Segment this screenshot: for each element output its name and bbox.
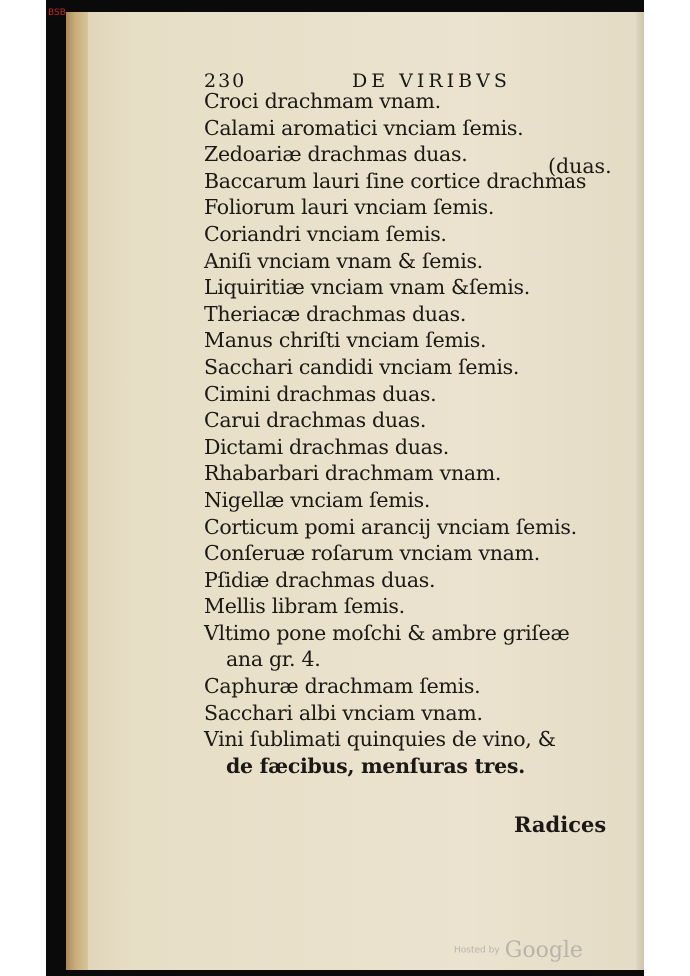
text-line: Pſidiæ drachmas duas.	[204, 567, 436, 592]
text-line: Calami aromatici vnciam ſemis.	[204, 115, 524, 140]
page-edge	[636, 12, 644, 970]
page-number: 230	[204, 70, 247, 92]
text-line: Vltimo pone moſchi & ambre griſeæ	[204, 620, 570, 645]
text-line: Corticum pomi arancij vnciam ſemis.	[204, 514, 577, 539]
catchword: Radices	[514, 812, 607, 837]
text-line: Caphuræ drachmam ſemis.	[204, 674, 481, 699]
google-logo: Google	[504, 938, 583, 963]
running-title: DE VIRIBVS	[352, 70, 511, 92]
turnover-word: (duas.	[548, 154, 612, 178]
text-line: de fæcibus, menſuras tres.	[226, 753, 525, 778]
text-line: Theriacæ drachmas duas.	[204, 301, 467, 326]
text-line: Conſeruæ roſarum vnciam vnam.	[204, 541, 540, 566]
text-line: Manus chriſti vnciam ſemis.	[204, 328, 487, 353]
text-line: Coriandri vnciam ſemis.	[204, 221, 447, 246]
text-line: Rhabarbari drachmam vnam.	[204, 461, 502, 486]
text-line: Croci drachmam vnam.	[204, 89, 441, 113]
text-line: Sacchari albi vnciam vnam.	[204, 700, 483, 725]
text-line: Cimini drachmas duas.	[204, 381, 437, 406]
hosted-by-watermark	[454, 938, 583, 963]
text-line: ana gr. 4.	[226, 647, 321, 672]
text-line: Nigellæ vnciam ſemis.	[204, 487, 431, 512]
text-line: Vini ſublimati quinquies de vino, &	[204, 727, 556, 752]
text-line: Foliorum lauri vnciam ſemis.	[204, 195, 495, 220]
text-line: Baccarum lauri ſine cortice drachmas	[204, 168, 587, 193]
text-line: Carui drachmas duas.	[204, 408, 427, 433]
text-line: Dictami drachmas duas.	[204, 434, 449, 459]
page-binding	[66, 12, 88, 970]
watermark-prefix: Hosted by	[454, 945, 500, 956]
text-line: Sacchari candidi vnciam ſemis.	[204, 354, 520, 379]
text-line: Zedoariæ drachmas duas.	[204, 142, 468, 167]
text-line: Aniſi vnciam vnam & ſemis.	[204, 248, 483, 273]
text-line: Liquiritiæ vnciam vnam &ſemis.	[204, 275, 530, 300]
recipe-text	[204, 88, 634, 779]
text-line: Mellis libram ſemis.	[204, 594, 405, 619]
library-stamp: BSB	[48, 8, 66, 18]
